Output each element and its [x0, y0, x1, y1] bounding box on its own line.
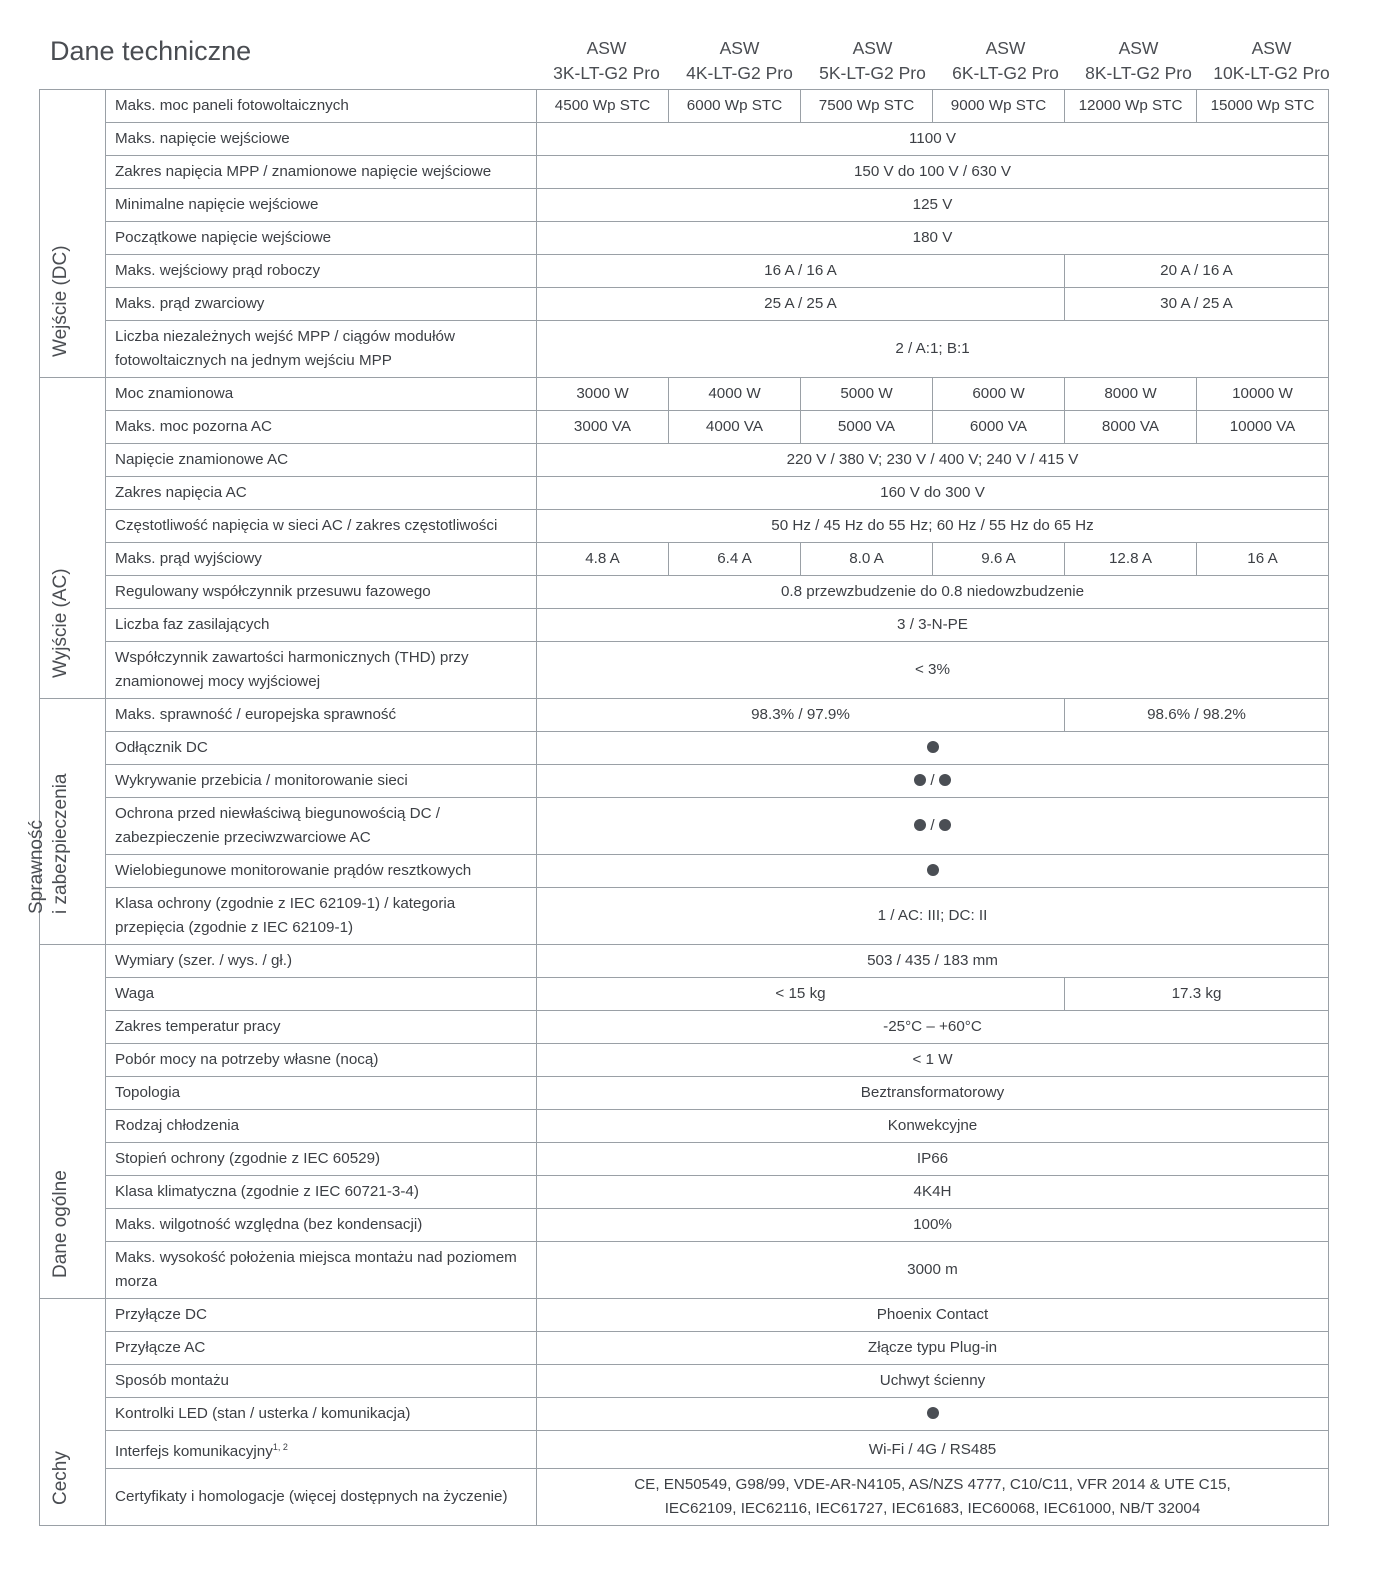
- spec-label-text: Wymiary (szer. / wys. / gł.): [115, 952, 293, 969]
- group-label-line: i zabezpieczenia: [49, 773, 71, 914]
- spec-value-text: Uchwyt ścienny: [879, 1372, 986, 1389]
- spec-value-text: 10000 VA: [1229, 418, 1296, 435]
- spec-label: [106, 222, 537, 255]
- spec-value-text: 503 / 435 / 183 mm: [867, 952, 998, 969]
- spec-label: [106, 411, 537, 444]
- spec-value: [537, 1209, 1329, 1242]
- spec-row: [40, 732, 1329, 765]
- spec-label: [106, 642, 537, 699]
- spec-value: [537, 288, 1065, 321]
- spec-row: [40, 510, 1329, 543]
- spec-row: [40, 321, 1329, 378]
- spec-row: [40, 1110, 1329, 1143]
- spec-value: [1065, 699, 1329, 732]
- spec-row: [40, 1469, 1329, 1526]
- spec-label-text: Przyłącze AC: [115, 1339, 206, 1356]
- spec-value-text: 8.0 A: [849, 550, 884, 567]
- group-label-line: Wejście (DC): [49, 245, 71, 357]
- feature-dot-icon: [939, 819, 951, 831]
- spec-value-text: < 1 W: [912, 1051, 953, 1068]
- spec-label-text: Początkowe napięcie wejściowe: [115, 229, 332, 246]
- spec-value-text: 1 / AC: III; DC: II: [877, 907, 988, 924]
- spec-row: [40, 609, 1329, 642]
- spec-value: [537, 888, 1329, 945]
- spec-row: [40, 1209, 1329, 1242]
- spec-label-text: Częstotliwość napięcia w sieci AC / zakres częstotliwości: [115, 517, 498, 534]
- group-label-cell: [40, 1299, 106, 1526]
- spec-label-text: Klasa klimatyczna (zgodnie z IEC 60721-3-4): [115, 1183, 419, 1200]
- spec-value: [933, 411, 1065, 444]
- spec-row: [40, 288, 1329, 321]
- footnote-marker: 1, 2: [272, 1442, 288, 1452]
- spec-value-text: 17.3 kg: [1171, 985, 1222, 1002]
- spec-value-text: Beztransformatorowy: [860, 1084, 1005, 1101]
- spec-value-text: 0.8 przewzbudzenie do 0.8 niedowzbudzenie: [780, 583, 1085, 600]
- spec-label: [106, 699, 537, 732]
- group-label-line: Sprawność: [25, 820, 47, 914]
- spec-row: [40, 477, 1329, 510]
- model-name: 10K-LT-G2 Pro: [1213, 63, 1330, 83]
- spec-value: [537, 855, 1329, 888]
- spec-row: [40, 444, 1329, 477]
- spec-label-text: Maks. moc paneli fotowoltaicznych: [115, 97, 349, 114]
- spec-value: [537, 378, 669, 411]
- spec-value: [801, 378, 933, 411]
- group-label-cell: [40, 90, 106, 378]
- spec-label-text: Maks. moc pozorna AC: [115, 418, 272, 435]
- spec-value: [537, 978, 1065, 1011]
- spec-value-text: Złącze typu Plug-in: [867, 1339, 998, 1356]
- spec-value-text: Wi-Fi / 4G / RS485: [868, 1440, 997, 1458]
- spec-value: [933, 543, 1065, 576]
- group-label: [49, 1451, 73, 1505]
- spec-label: [106, 156, 537, 189]
- spec-row: [40, 543, 1329, 576]
- spec-value-text: -25°C – +60°C: [883, 1018, 982, 1035]
- spec-label: [106, 444, 537, 477]
- spec-value: [537, 732, 1329, 765]
- spec-label: [106, 1077, 537, 1110]
- spec-row: [40, 1176, 1329, 1209]
- spec-value-text: 150 V do 100 V / 630 V: [853, 163, 1012, 180]
- spec-row: [40, 1044, 1329, 1077]
- spec-value-text: 98.3% / 97.9%: [751, 706, 850, 723]
- spec-label: [106, 255, 537, 288]
- spec-value-text: 160 V do 300 V: [880, 484, 985, 501]
- spec-value-text: 3000 VA: [573, 418, 632, 435]
- spec-value-text: 180 V: [912, 229, 953, 246]
- model-header-cell: [1072, 36, 1205, 86]
- spec-value-text: 8000 VA: [1101, 418, 1160, 435]
- spec-label-text: Maks. sprawność / europejska sprawność: [115, 706, 397, 723]
- model-name: 8K-LT-G2 Pro: [1085, 63, 1192, 83]
- spec-row: [40, 576, 1329, 609]
- spec-value: [801, 90, 933, 123]
- feature-dot-icon: [914, 819, 926, 831]
- spec-value: [537, 321, 1329, 378]
- spec-row: [40, 765, 1329, 798]
- spec-label: [106, 1431, 537, 1469]
- spec-value-text: < 15 kg: [775, 985, 826, 1002]
- spec-value-text: 3 / 3-N-PE: [897, 616, 968, 633]
- spec-value-text: 4.8 A: [585, 550, 620, 567]
- spec-value-text: 7500 Wp STC: [818, 97, 915, 114]
- spec-label: [106, 978, 537, 1011]
- spec-label: [106, 1110, 537, 1143]
- spec-label-text: Liczba faz zasilających: [115, 616, 270, 633]
- spec-value-text: 220 V / 380 V; 230 V / 400 V; 240 V / 415 V: [786, 451, 1079, 468]
- spec-label: [106, 1469, 537, 1526]
- spec-value-text: Phoenix Contact: [876, 1306, 989, 1323]
- spec-label: [106, 1332, 537, 1365]
- spec-value: [537, 255, 1065, 288]
- spec-row: [40, 156, 1329, 189]
- spec-value: [537, 1110, 1329, 1143]
- spec-value: [537, 222, 1329, 255]
- spec-value-text: 16 A: [1247, 550, 1278, 567]
- spec-value: [1197, 543, 1329, 576]
- spec-value: [537, 1431, 1329, 1469]
- spec-label-text: Liczba niezależnych wejść MPP / ciągów modułów fotowoltaicznych na jednym wejściu MPP: [115, 328, 455, 369]
- spec-label: [106, 1209, 537, 1242]
- spec-value-text: 6.4 A: [717, 550, 752, 567]
- spec-label: [106, 798, 537, 855]
- spec-value-text: 1100 V: [908, 130, 956, 147]
- model-header: [540, 36, 1338, 86]
- spec-row: [40, 1299, 1329, 1332]
- spec-value: [1065, 411, 1197, 444]
- spec-label-text: Zakres napięcia AC: [115, 484, 247, 501]
- spec-value-text: 3000 W: [576, 385, 629, 402]
- feature-dot-icon: [927, 864, 939, 876]
- spec-row: [40, 378, 1329, 411]
- spec-value: [1197, 378, 1329, 411]
- model-header-cell: [806, 36, 939, 86]
- spec-value: [537, 1242, 1329, 1299]
- spec-value: [1065, 543, 1197, 576]
- spec-value-text: 12000 Wp STC: [1078, 97, 1183, 114]
- spec-label-text: Pobór mocy na potrzeby własne (nocą): [115, 1051, 379, 1068]
- spec-label: [106, 123, 537, 156]
- spec-label-text: Odłącznik DC: [115, 739, 208, 756]
- spec-row: [40, 798, 1329, 855]
- spec-label: [106, 1365, 537, 1398]
- group-label-line: Dane ogólne: [49, 1170, 71, 1278]
- spec-value: [537, 1077, 1329, 1110]
- spec-label: [106, 1398, 537, 1431]
- spec-label: [106, 321, 537, 378]
- spec-row: [40, 1365, 1329, 1398]
- spec-value: [1197, 90, 1329, 123]
- spec-value-text: 6000 Wp STC: [686, 97, 783, 114]
- feature-dot-icon: [914, 774, 926, 786]
- spec-label: [106, 609, 537, 642]
- spec-value: [1065, 90, 1197, 123]
- spec-label: [106, 888, 537, 945]
- spec-value-text: 4500 Wp STC: [554, 97, 651, 114]
- spec-value: [537, 1469, 1329, 1526]
- spec-value: [669, 411, 801, 444]
- spec-value: [537, 609, 1329, 642]
- spec-value: [537, 945, 1329, 978]
- feature-dot-icon: [927, 1407, 939, 1419]
- spec-label-text: Maks. napięcie wejściowe: [115, 130, 290, 147]
- group-label: [49, 568, 73, 678]
- spec-value: [537, 576, 1329, 609]
- spec-value-text: 2 / A:1; B:1: [895, 340, 970, 357]
- spec-value: [933, 90, 1065, 123]
- spec-value-text: 3000 m: [907, 1261, 958, 1278]
- group-label: [49, 245, 73, 357]
- spec-row: [40, 123, 1329, 156]
- spec-value-text: 30 A / 25 A: [1160, 295, 1233, 312]
- page-title: Dane techniczne: [50, 36, 252, 66]
- model-name: 3K-LT-G2 Pro: [553, 63, 660, 83]
- model-series: ASW: [1118, 38, 1159, 58]
- spec-value-text: 6000 W: [972, 385, 1025, 402]
- spec-label-text: Maks. prąd wyjściowy: [115, 550, 262, 567]
- spec-value: [537, 444, 1329, 477]
- group-label-line: Wyjście (AC): [49, 568, 71, 678]
- model-header-cell: [939, 36, 1072, 86]
- spec-value: [933, 378, 1065, 411]
- spec-row: [40, 1242, 1329, 1299]
- spec-value-text: 10000 W: [1232, 385, 1293, 402]
- spec-value-text: 15000 Wp STC: [1210, 97, 1315, 114]
- spec-label: [106, 1044, 537, 1077]
- spec-value: [1065, 255, 1329, 288]
- spec-value-text: 4000 W: [708, 385, 761, 402]
- spec-label-text: Klasa ochrony (zgodnie z IEC 62109-1) / kategoria przepięcia (zgodnie z IEC 62109-1): [115, 895, 456, 936]
- spec-value-text: 9000 Wp STC: [950, 97, 1047, 114]
- spec-label-text: Regulowany współczynnik przesuwu fazowego: [115, 583, 431, 600]
- spec-label-text: Waga: [115, 985, 155, 1002]
- spec-row: [40, 1332, 1329, 1365]
- separator: /: [926, 817, 939, 834]
- spec-value-text: 25 A / 25 A: [764, 295, 837, 312]
- spec-value-text: 125 V: [912, 196, 953, 213]
- spec-value: [537, 1176, 1329, 1209]
- spec-value: [537, 765, 1329, 798]
- spec-value-text: 4000 VA: [705, 418, 764, 435]
- spec-row: [40, 189, 1329, 222]
- spec-value: [537, 90, 669, 123]
- spec-label-text: Interfejs komunikacyjny: [115, 1443, 273, 1460]
- spec-row: [40, 1143, 1329, 1176]
- spec-label-text: Stopień ochrony (zgodnie z IEC 60529): [115, 1150, 381, 1167]
- spec-value-text: 6000 VA: [969, 418, 1028, 435]
- spec-value-text: 9.6 A: [981, 550, 1016, 567]
- spec-label: [106, 189, 537, 222]
- spec-label-text: Maks. wysokość położenia miejsca montażu nad poziomem morza: [115, 1249, 517, 1290]
- spec-value: [537, 510, 1329, 543]
- spec-label: [106, 732, 537, 765]
- model-series: ASW: [852, 38, 893, 58]
- spec-label: [106, 1011, 537, 1044]
- spec-value-text: 8000 W: [1104, 385, 1157, 402]
- spec-label-text: Zakres temperatur pracy: [115, 1018, 281, 1035]
- spec-value: [1065, 378, 1197, 411]
- spec-row: [40, 1398, 1329, 1431]
- group-label-cell: [25, 699, 106, 945]
- spec-row: [40, 945, 1329, 978]
- spec-label-text: Wykrywanie przebicia / monitorowanie sieci: [115, 772, 408, 789]
- spec-label: [106, 855, 537, 888]
- spec-value: [537, 477, 1329, 510]
- spec-label-text: Kontrolki LED (stan / usterka / komunikacja): [115, 1405, 411, 1422]
- spec-label: [106, 477, 537, 510]
- spec-label-text: Współczynnik zawartości harmonicznych (THD) przy znamionowej mocy wyjściowej: [115, 649, 469, 690]
- spec-label-text: Rodzaj chłodzenia: [115, 1117, 240, 1134]
- spec-label-text: Sposób montażu: [115, 1372, 229, 1389]
- spec-label-text: Przyłącze DC: [115, 1306, 207, 1323]
- spec-value-text: 100%: [913, 1216, 952, 1233]
- spec-value: [801, 411, 933, 444]
- spec-row: [40, 411, 1329, 444]
- spec-label: [106, 1143, 537, 1176]
- spec-label-text: Maks. prąd zwarciowy: [115, 295, 265, 312]
- spec-label-text: Napięcie znamionowe AC: [115, 451, 289, 468]
- spec-value-text: IEC62109, IEC62116, IEC61727, IEC61683, IEC60068, IEC61000, NB/T 32004: [664, 1500, 1201, 1517]
- spec-label: [106, 945, 537, 978]
- spec-value: [537, 1044, 1329, 1077]
- spec-label-text: Certyfikaty i homologacje (więcej dostępnych na życzenie): [115, 1488, 508, 1505]
- spec-value: [1065, 978, 1329, 1011]
- spec-row: [40, 90, 1329, 123]
- model-name: 6K-LT-G2 Pro: [952, 63, 1059, 83]
- spec-label: [106, 90, 537, 123]
- spec-row: [40, 978, 1329, 1011]
- feature-dot-icon: [927, 741, 939, 753]
- spec-row: [40, 1431, 1329, 1469]
- separator: /: [926, 772, 939, 789]
- group-label-cell: [40, 945, 106, 1299]
- spec-value: [537, 1143, 1329, 1176]
- spec-row: [40, 699, 1329, 732]
- spec-value: [537, 1365, 1329, 1398]
- spec-row: [40, 255, 1329, 288]
- spec-row: [40, 222, 1329, 255]
- spec-value-text: < 3%: [914, 661, 951, 678]
- feature-dot-icon: [939, 774, 951, 786]
- spec-value: [537, 1332, 1329, 1365]
- spec-value: [669, 543, 801, 576]
- spec-row: [40, 888, 1329, 945]
- spec-label: [106, 510, 537, 543]
- spec-value: [669, 90, 801, 123]
- spec-label-text: Moc znamionowa: [115, 385, 234, 402]
- group-label-line: Cechy: [49, 1451, 71, 1505]
- spec-label: [106, 1242, 537, 1299]
- model-header-cell: [673, 36, 806, 86]
- spec-value: [537, 123, 1329, 156]
- model-header-cell: [1205, 36, 1338, 86]
- spec-label-text: Ochrona przed niewłaściwą biegunowością DC / zabezpieczenie przeciwzwarciowe AC: [115, 805, 441, 846]
- model-series: ASW: [586, 38, 627, 58]
- spec-value: [537, 1299, 1329, 1332]
- spec-value: [669, 378, 801, 411]
- spec-row: [40, 855, 1329, 888]
- spec-row: [40, 1077, 1329, 1110]
- spec-value-text: 50 Hz / 45 Hz do 55 Hz; 60 Hz / 55 Hz do 65 Hz: [771, 517, 1094, 534]
- spec-value: [537, 798, 1329, 855]
- spec-value-text: CE, EN50549, G98/99, VDE-AR-N4105, AS/NZS 4777, C10/C11, VFR 2014 & UTE C15,: [634, 1476, 1231, 1493]
- spec-value: [537, 543, 669, 576]
- spec-label-text: Maks. wejściowy prąd roboczy: [115, 262, 321, 279]
- spec-value: [537, 642, 1329, 699]
- group-label: [49, 1170, 73, 1278]
- spec-value: [537, 699, 1065, 732]
- group-label-cell: [40, 378, 106, 699]
- model-name: 4K-LT-G2 Pro: [686, 63, 793, 83]
- spec-value: [537, 189, 1329, 222]
- model-name: 5K-LT-G2 Pro: [819, 63, 926, 83]
- model-header-cell: [540, 36, 673, 86]
- spec-label-text: Zakres napięcia MPP / znamionowe napięcie wejściowe: [115, 163, 492, 180]
- spec-label: [106, 1299, 537, 1332]
- spec-label: [106, 288, 537, 321]
- model-series: ASW: [985, 38, 1026, 58]
- spec-value: [537, 1011, 1329, 1044]
- spec-row: [40, 1011, 1329, 1044]
- spec-label: [106, 543, 537, 576]
- spec-value-text: 5000 VA: [837, 418, 896, 435]
- spec-value-text: IP66: [916, 1150, 949, 1167]
- spec-label-text: Topologia: [115, 1084, 181, 1101]
- spec-label: [106, 576, 537, 609]
- spec-value-text: 98.6% / 98.2%: [1147, 706, 1246, 723]
- spec-value-text: Konwekcyjne: [887, 1117, 978, 1134]
- spec-value: [801, 543, 933, 576]
- spec-value: [1197, 411, 1329, 444]
- spec-label: [106, 1176, 537, 1209]
- spec-value-text: 5000 W: [840, 385, 893, 402]
- spec-value: [537, 411, 669, 444]
- model-series: ASW: [719, 38, 760, 58]
- spec-label: [106, 378, 537, 411]
- spec-value-text: 16 A / 16 A: [764, 262, 837, 279]
- spec-table: [25, 89, 1329, 1526]
- spec-label-text: Maks. wilgotność względna (bez kondensacji): [115, 1216, 423, 1233]
- spec-value: [537, 156, 1329, 189]
- spec-label: [106, 765, 537, 798]
- spec-value-text: 20 A / 16 A: [1160, 262, 1233, 279]
- spec-value: [1065, 288, 1329, 321]
- spec-value-text: 12.8 A: [1108, 550, 1153, 567]
- group-label: [25, 774, 73, 914]
- model-series: ASW: [1251, 38, 1292, 58]
- spec-row: [40, 642, 1329, 699]
- spec-label-text: Minimalne napięcie wejściowe: [115, 196, 319, 213]
- spec-label-text: Wielobiegunowe monitorowanie prądów resztkowych: [115, 862, 472, 879]
- spec-value-text: 4K4H: [913, 1183, 952, 1200]
- spec-value: [537, 1398, 1329, 1431]
